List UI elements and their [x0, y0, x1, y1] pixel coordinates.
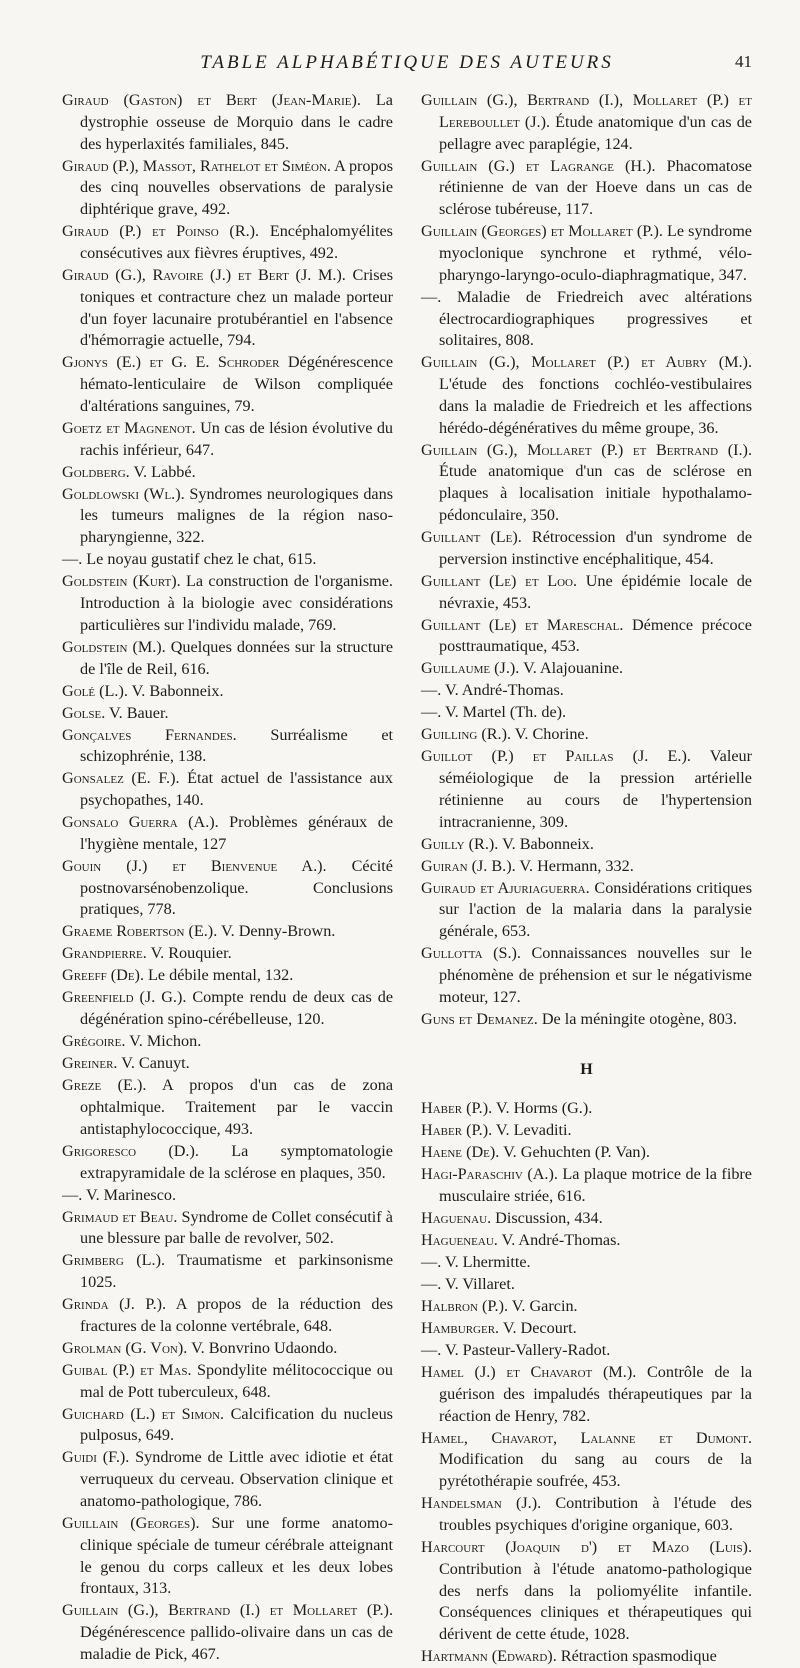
index-entry	[62, 1185, 393, 1207]
entry-reference: V. Rouquier.	[146, 944, 232, 963]
author-names: Grolman (G. Von).	[62, 1338, 188, 1357]
author-names: Guiraud et Ajuriaguerra.	[421, 878, 590, 897]
author-names: Goldberg.	[62, 462, 130, 481]
entry-reference: Discussion, 434.	[491, 1209, 603, 1228]
entry-reference: Encéphalomyélites consécutives aux fièvres éruptives, 492.	[80, 222, 393, 262]
index-entry	[421, 943, 752, 1008]
index-entry	[421, 1208, 752, 1230]
author-names: Halbron (P.).	[421, 1297, 509, 1316]
author-names: Guillaume (J.).	[421, 659, 520, 678]
right-column	[421, 90, 752, 1668]
entry-reference: L'étude des fonctions cochléo-vestibulaires dans la maladie de Friedreich et les affections hérédo-dégénératives du même groupe, 36.	[439, 375, 752, 437]
page-header	[62, 48, 752, 84]
left-column	[62, 90, 393, 1668]
author-names: Guichard (L.) et Simon.	[62, 1404, 225, 1423]
index-entry	[62, 703, 393, 725]
entry-reference: Un cas de lésion évolutive du rachis inférieur, 647.	[80, 418, 394, 459]
author-names: Guillain (G.), Bertrand (I.) et Mollaret (P.).	[62, 1601, 393, 1620]
entry-reference: V. Garcin.	[508, 1297, 578, 1316]
entry-reference: Étude anatomique d'un cas de pellagre avec paraplégie, 124.	[439, 112, 752, 153]
index-entry	[62, 1404, 393, 1448]
index-entry	[421, 1009, 752, 1031]
author-names: Guidi (F.).	[62, 1448, 130, 1467]
entry-reference: V. Lhermitte.	[441, 1253, 531, 1272]
author-names: Hamel (J.) et Chavarot (M.).	[421, 1363, 637, 1382]
entry-reference: Phacomatose rétinienne de van der Hoeve dans un cas de sclérose tubéreuse, 117.	[439, 156, 752, 219]
entry-reference: Syndromes neurologiques dans les tumeurs malignes de la région naso-pharyngienne, 322.	[80, 484, 393, 547]
index-entry	[62, 571, 393, 636]
entry-reference: V. Bonvrino Udaondo.	[187, 1338, 338, 1357]
author-names: Guibal (P.) et Mas.	[62, 1360, 192, 1379]
index-entry	[421, 221, 752, 286]
index-entry	[62, 1600, 393, 1665]
author-names: Golse.	[62, 703, 106, 722]
author-names: Haguenau.	[421, 1209, 492, 1228]
author-names: Goldstein (M.).	[62, 637, 166, 656]
index-entry	[62, 725, 393, 769]
index-entry	[62, 943, 393, 965]
author-names: —.	[421, 681, 442, 700]
entry-reference: Rétraction spasmodique	[556, 1647, 717, 1666]
entry-reference: V. Denny-Brown.	[217, 922, 336, 941]
author-names: Guns et Demanez.	[421, 1009, 538, 1028]
entry-reference: Syndrome de Collet consécutif à une blessure par balle de revolver, 502.	[80, 1207, 393, 1248]
entry-reference: A propos d'un cas de zona ophtalmique. Traitement par le vaccin antistaphylococcique, 493.	[80, 1076, 394, 1138]
right-column-h-entries	[421, 1098, 752, 1668]
author-names: —.	[62, 1185, 83, 1204]
index-entry	[421, 352, 752, 439]
index-entry	[421, 287, 752, 352]
index-entry	[421, 1274, 752, 1296]
index-entry	[421, 658, 752, 680]
author-names: Gonsalo Guerra (A.).	[62, 813, 219, 832]
entry-reference: V. Babonneix.	[127, 681, 224, 700]
author-names: Guillain (Georges) et Mollaret (P.).	[421, 222, 663, 241]
entry-reference: Spondylite mélitococcique ou mal de Pott tuberculeux, 648.	[80, 1360, 393, 1401]
index-entry	[421, 702, 752, 724]
index-entry	[62, 265, 393, 352]
index-entry	[421, 746, 752, 833]
entry-reference: Traumatisme et parkinsonisme 1025.	[80, 1251, 394, 1292]
index-entry	[421, 1493, 752, 1537]
author-names: —.	[62, 550, 83, 569]
author-names: Gonsalez (E. F.).	[62, 769, 180, 788]
entry-reference: Le débile mental, 132.	[144, 966, 294, 985]
index-entry	[421, 680, 752, 702]
index-entry	[62, 1447, 393, 1512]
index-entry	[62, 1053, 393, 1075]
entry-reference: Le syndrome myoclonique synchrone et rythmé, vélo-pharyngo-laryngo-oculo-diaphragmatique, 347.	[439, 222, 752, 284]
entry-reference: A propos de la réduction des fractures de la colonne vertébrale, 648.	[80, 1295, 394, 1335]
section-letter-h: H	[580, 1060, 593, 1078]
index-entry	[421, 440, 752, 527]
entry-reference: Contribution à l'étude anatomo-pathologique des nerfs dans la poliomyélite infantile. Conséquences cliniques et thérapeutiques qui dérivent de cette étude, 1028.	[439, 1559, 752, 1644]
entry-reference: Compte rendu de deux cas de dégénération spino-cérébelleuse, 120.	[80, 988, 394, 1029]
index-entry	[421, 156, 752, 221]
index-entry	[62, 681, 393, 703]
index-entry	[421, 1164, 752, 1208]
author-names: Hagueneau.	[421, 1231, 498, 1250]
entry-reference: Cécité postnovarsénobenzolique. Conclusions pratiques, 778.	[80, 856, 393, 919]
entry-reference: Le noyau gustatif chez le chat, 615.	[82, 550, 317, 569]
entry-reference: Contribution à l'étude des troubles psychiques d'origine organique, 603.	[439, 1494, 752, 1535]
author-names: Guillain (G.), Mollaret (P.) et Aubry (M.).	[421, 353, 752, 372]
entry-reference: V. Levaditi.	[492, 1121, 572, 1140]
author-names: Golé (L.).	[62, 681, 128, 700]
entry-reference: V. André-Thomas.	[497, 1231, 621, 1250]
author-names: Grégoire.	[62, 1032, 126, 1051]
index-entry	[62, 1294, 393, 1338]
entry-reference: V. Chorine.	[511, 725, 589, 744]
entry-reference: Une épidémie locale de névraxie, 453.	[439, 571, 752, 612]
entry-reference: V. Babonneix.	[498, 834, 594, 853]
author-names: Giraud (P.) et Poinso (R.).	[62, 222, 260, 241]
author-names: Guillant (Le) et Mareschal.	[421, 615, 624, 634]
index-entry	[421, 878, 752, 943]
entry-reference: Crises toniques et contracture chez un malade porteur d'un foyer lacunaire protubérantiel en l'absence d'hémorragie actuelle, 794.	[80, 265, 394, 350]
index-entry	[62, 921, 393, 943]
author-names: Guilly (R.).	[421, 834, 499, 853]
entry-reference: V. Horms (G.).	[492, 1099, 593, 1118]
entry-reference: État actuel de l'assistance aux psychopathes, 140.	[80, 769, 393, 810]
index-entry	[421, 1340, 752, 1362]
index-entry	[62, 549, 393, 571]
author-names: Hamel, Chavarot, Lalanne et Dumont.	[421, 1428, 752, 1447]
author-names: Gonçalves Fernandes.	[62, 725, 237, 744]
index-entry	[62, 965, 393, 987]
author-names: Gouin (J.) et Bienvenue A.).	[62, 856, 327, 875]
index-entry	[421, 1537, 752, 1646]
entry-reference: Quelques données sur la structure de l'île de Reil, 616.	[80, 637, 394, 678]
entry-reference: La plaque motrice de la fibre musculaire striée, 616.	[439, 1165, 752, 1206]
entry-reference: V. André-Thomas.	[441, 681, 564, 700]
entry-reference: V. Hermann, 332.	[515, 856, 634, 875]
entry-reference: Rétrocession d'un syndrome de perversion instinctive encéphalitique, 454.	[439, 528, 753, 568]
index-entry	[421, 615, 752, 659]
index-entry	[421, 1120, 752, 1142]
entry-reference: Connaissances nouvelles sur le phénomène de préhension et sur le négativisme moteur, 127.	[439, 944, 752, 1006]
author-names: —.	[421, 703, 442, 722]
index-entry	[421, 1142, 752, 1164]
entry-reference: Valeur séméiologique de la pression artérielle rétinienne au cours de l'hypertension intracranienne, 309.	[439, 747, 753, 831]
index-entry	[421, 1428, 752, 1493]
entry-reference: Modification du sang au cours de la pyrétothérapie soufrée, 453.	[439, 1450, 752, 1491]
entry-reference: Problèmes généraux de l'hygiène mentale, 127	[80, 813, 394, 853]
entry-reference: V. Bauer.	[105, 703, 169, 722]
author-names: Guiran (J. B.).	[421, 856, 516, 875]
entry-reference: V. Canuyt.	[117, 1054, 190, 1073]
entry-reference: Syndrome de Little avec idiotie et état verruqueux du cerveau. Observation clinique et anatomo-pathologique, 786.	[80, 1448, 393, 1510]
index-entry	[62, 1338, 393, 1360]
entry-reference: V. Pasteur-Vallery-Radot.	[441, 1341, 611, 1360]
author-names: Handelsman (J.).	[421, 1494, 542, 1513]
author-names: Haene (De).	[421, 1143, 500, 1162]
index-entry	[62, 856, 393, 921]
author-names: Hamburger.	[421, 1319, 500, 1338]
author-names: Guillot (P.) et Paillas (J. E.).	[421, 747, 691, 766]
author-names: Giraud (G.), Ravoire (J.) et Bert (J. M.).	[62, 265, 346, 284]
index-entry	[421, 834, 752, 856]
index-entry	[421, 1646, 752, 1668]
index-entry	[421, 1362, 752, 1427]
author-names: Goldstein (Kurt).	[62, 572, 181, 591]
author-names: Grimaud et Beau.	[62, 1207, 178, 1226]
index-entry	[62, 1141, 393, 1185]
entry-reference: La symptomatologie extrapyramidale de la sclérose en plaques, 350.	[80, 1141, 393, 1182]
author-names: Gullotta (S.).	[421, 944, 521, 963]
author-names: Gjonys (E.) et G. E. Schroder	[62, 353, 280, 372]
author-names: Grimberg (L.).	[62, 1251, 166, 1270]
index-entry	[421, 571, 752, 615]
author-names: Haber (P.).	[421, 1099, 493, 1118]
entry-reference: Dégénérescence pallido-olivaire dans un cas de maladie de Pick, 467.	[80, 1623, 393, 1663]
index-entry	[62, 462, 393, 484]
author-names: Goetz et Magnenot.	[62, 418, 196, 437]
index-entry	[421, 1252, 752, 1274]
author-names: Guillant (Le).	[421, 528, 522, 547]
entry-reference: Calcification du nucleus pulposus, 649.	[80, 1404, 393, 1445]
two-column-index	[62, 90, 752, 1668]
index-entry	[62, 352, 393, 417]
index-entry	[62, 637, 393, 681]
entry-reference: De la méningite otogène, 803.	[537, 1009, 737, 1028]
entry-reference: Maladie de Friedreich avec altérations électrocardiographiques progressives et solitaires, 808.	[439, 287, 752, 350]
entry-reference: V. Decourt.	[499, 1319, 577, 1338]
index-entry	[421, 856, 752, 878]
entry-reference: La construction de l'organisme. Introduction à la biologie avec considérations particulières sur l'individu malade, 769.	[80, 572, 393, 634]
author-names: Guillain (G.), Mollaret (P.) et Bertrand (I.).	[421, 440, 752, 459]
author-names: Greze (E.).	[62, 1076, 147, 1095]
index-entry	[62, 768, 393, 812]
entry-reference: A propos des cinq nouvelles observations de paralysie diphtérique grave, 492.	[80, 156, 394, 219]
entry-reference: V. Gehuchten (P. Van).	[499, 1143, 650, 1162]
author-names: Guillain (Georges).	[62, 1513, 200, 1532]
author-names: Harcourt (Joaquin d') et Mazo (Luis).	[421, 1538, 752, 1556]
author-names: Guillain (G.), Bertrand (I.), Mollaret (P.) et Lereboullet (J.).	[421, 91, 752, 131]
author-names: Grigoresco (D.).	[62, 1141, 199, 1160]
author-names: Greeff (De).	[62, 966, 144, 985]
author-names: Grandpierre.	[62, 944, 147, 963]
author-names: Hagi-Paraschiv (A.).	[421, 1165, 558, 1184]
index-entry	[421, 1230, 752, 1252]
entry-reference: Démence précoce posttraumatique, 453.	[439, 615, 752, 656]
index-entry	[62, 418, 393, 462]
entry-reference: Sur une forme anatomo-clinique spéciale de tumeur cérébrale atteignant le genou du corps calleux et les deux lobes frontaux, 313.	[80, 1513, 393, 1598]
author-names: —.	[421, 1275, 442, 1294]
author-names: Greenfield (J. G.).	[62, 988, 187, 1007]
entry-reference: V. Labbé.	[129, 462, 196, 481]
index-entry	[62, 90, 393, 155]
entry-reference: V. Martel (Th. de).	[441, 703, 567, 722]
author-names: —.	[421, 1253, 442, 1272]
index-entry	[421, 90, 752, 155]
index-entry	[62, 156, 393, 221]
author-names: —.	[421, 1341, 442, 1360]
author-names: Hartmann (Edward).	[421, 1647, 557, 1666]
index-entry	[421, 1098, 752, 1120]
index-entry	[421, 1296, 752, 1318]
entry-reference: Surréalisme et schizophrénie, 138.	[80, 725, 393, 766]
author-names: Greiner.	[62, 1054, 118, 1073]
author-names: —.	[421, 287, 442, 306]
running-title: TABLE ALPHABÉTIQUE DES AUTEURS	[200, 52, 614, 73]
index-entry	[62, 1075, 393, 1140]
entry-reference: Considérations critiques sur l'action de la malaria dans la paralysie générale, 653.	[439, 878, 752, 941]
author-names: Guillain (G.) et Lagrange (H.).	[421, 156, 656, 175]
index-entry	[421, 724, 752, 746]
author-names: Guillant (Le) et Loo.	[421, 571, 578, 590]
entry-reference: Contrôle de la guérison des impaludés thérapeutiques par la réaction de Henry, 782.	[439, 1363, 752, 1425]
index-entry	[62, 987, 393, 1031]
index-entry	[421, 1318, 752, 1340]
index-entry	[62, 1250, 393, 1294]
entry-reference: V. Marinesco.	[82, 1185, 177, 1204]
author-names: Giraud (Gaston) et Bert (Jean-Marie).	[62, 91, 361, 109]
index-entry	[62, 812, 393, 856]
author-names: Guilling (R.).	[421, 725, 512, 744]
index-entry	[62, 1207, 393, 1251]
index-entry	[62, 221, 393, 265]
index-entry	[62, 1031, 393, 1053]
author-names: Graeme Robertson (E.).	[62, 922, 218, 941]
author-names: Haber (P.).	[421, 1121, 493, 1140]
right-column-g-entries	[421, 90, 752, 1031]
entry-reference: V. Alajouanine.	[519, 659, 624, 678]
entry-reference: Dégénérescence hémato-lenticulaire de Wilson compliquée d'altérations sanguines, 79.	[80, 353, 394, 415]
author-names: Goldlowski (Wl.).	[62, 484, 185, 503]
entry-reference: La dystrophie osseuse de Morquio dans le cadre des hyperlaxités familiales, 845.	[80, 91, 393, 153]
index-entry	[421, 527, 752, 571]
index-entry	[62, 1360, 393, 1404]
entry-reference: Étude anatomique d'un cas de sclérose en plaques à localisation initiale hypothalamo-pédonculaire, 350.	[439, 462, 752, 525]
author-names: Grinda (J. P.).	[62, 1295, 167, 1314]
entry-reference: V. Villaret.	[441, 1275, 515, 1294]
author-names: Giraud (P.), Massot, Rathelot et Siméon.	[62, 156, 331, 175]
index-entry	[62, 1513, 393, 1600]
entry-reference: V. Michon.	[125, 1032, 202, 1051]
index-entry	[62, 484, 393, 549]
page-number: 41	[735, 52, 752, 71]
